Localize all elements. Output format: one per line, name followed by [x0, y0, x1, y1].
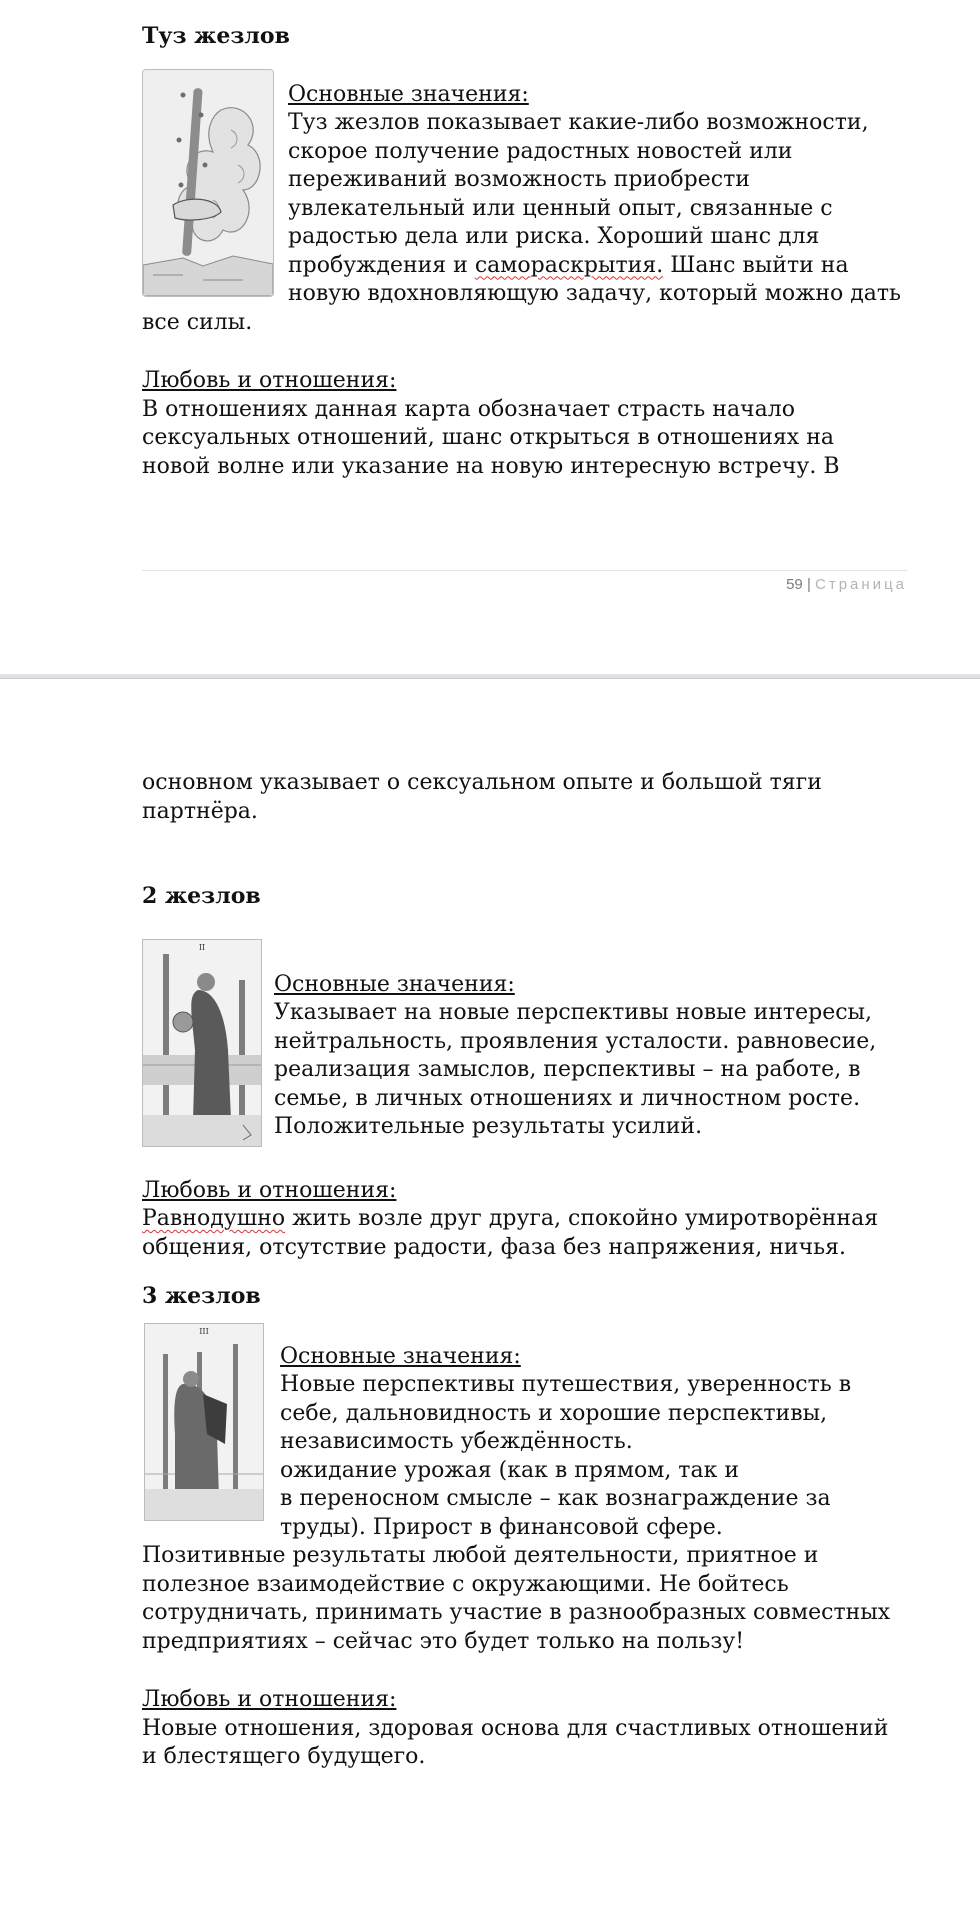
document-page-59: [0, 0, 980, 675]
main-meanings-label: Основные значения:: [288, 81, 529, 107]
page-footer: [786, 576, 907, 593]
two-of-wands-card-image[interactable]: [142, 939, 262, 1147]
spellcheck-word[interactable]: самораскрытия.: [474, 252, 664, 278]
section-heading-two-of-wands: 2 жезлов: [142, 883, 261, 909]
love-relationships-label: Любовь и отношения:: [142, 1687, 397, 1712]
section-heading-ace-of-wands: Туз жезлов: [142, 23, 290, 49]
section-heading-three-of-wands: 3 жезлов: [142, 1283, 261, 1309]
main-meanings-text-part: Шанс выйти на новую вдохновляющую задачу, который можно дать все силы.: [142, 252, 902, 335]
love-relationships-text: жить возле друг друга, спокойно умиротворённая общения, отсутствие радости, фаза без напряжения, ничья.: [142, 1206, 879, 1260]
love-relationships-label: Любовь и отношения:: [142, 1177, 397, 1203]
footer-divider: [142, 570, 907, 571]
three-of-wands-card-image[interactable]: [144, 1323, 264, 1521]
main-meanings-text: Новые перспективы путешествия, уверенность в себе, дальновидность и хорошие перспективы, независимость убеждённость.: [280, 1372, 852, 1454]
page-60-body: [142, 769, 907, 1772]
love-relationships-label: Любовь и отношения:: [142, 368, 397, 393]
two-of-wands-illustration: [143, 940, 261, 1146]
main-meanings-label: Основные значения:: [274, 971, 515, 997]
spellcheck-word[interactable]: Равнодушно: [142, 1206, 286, 1231]
main-meanings-text-part: Туз жезлов показывает какие-либо возможности, скорое получение радостных новостей или переживаний возможность приобрести увлекательный или ценный опыт, связанные с радостью дела или риска. Хороший шанс для пробуждения и: [288, 110, 869, 278]
main-meanings-label: Основные значения:: [280, 1343, 521, 1369]
ace-of-wands-illustration: [143, 70, 273, 296]
svg-text:III: III: [199, 1326, 209, 1336]
page-label: Страница: [815, 576, 907, 593]
svg-text:II: II: [198, 942, 206, 952]
main-meanings-text: в переносном смысле – как вознаграждение за труды). Прирост в финансовой сфере.: [280, 1486, 831, 1540]
page-number: 59: [786, 576, 803, 593]
main-meanings-text: Указывает на новые перспективы новые интересы, нейтральность, проявления усталости. равновесие, реализация замыслов, перспективы – на работе, в семье, в личных отношениях и личностном росте. Положительные результаты усилий.: [274, 1000, 877, 1139]
love-relationships-text: Новые отношения, здоровая основа для счастливых отношений и блестящего будущего.: [142, 1715, 889, 1769]
main-meanings-text: Позитивные результаты любой деятельности, приятное и полезное взаимодействие с окружающими. Не бойтесь сотрудничать, принимать участие в разнообразных совместных предприятиях – сейчас это будет только на пользу!: [142, 1543, 891, 1654]
main-meanings-text: ожидание урожая (как в прямом, так и: [280, 1457, 739, 1483]
document-page-60: [0, 678, 980, 1921]
footer-separator: |: [806, 576, 811, 593]
ace-of-wands-card-image[interactable]: [142, 69, 274, 297]
continuation-text: основном указывает о сексуальном опыте и большой тяги партнёра.: [142, 770, 822, 824]
three-of-wands-illustration: [145, 1324, 263, 1520]
page-59-body: [142, 22, 907, 481]
love-relationships-text: В отношениях данная карта обозначает страсть начало сексуальных отношений, шанс открыться в отношениях на новой волне или указание на новую интересную встречу. В: [142, 396, 840, 479]
